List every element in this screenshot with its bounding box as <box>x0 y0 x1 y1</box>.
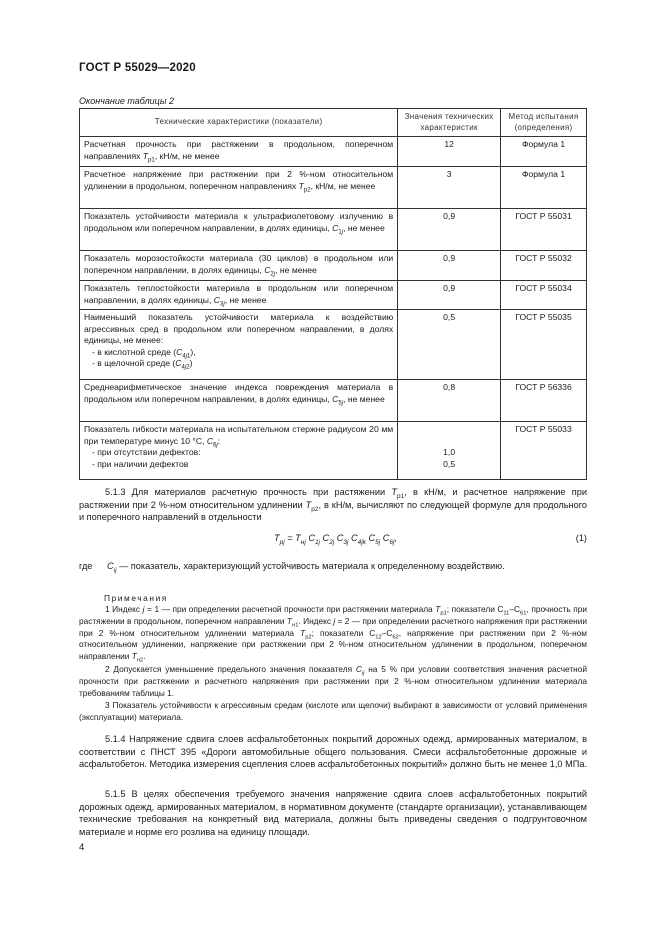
table-row <box>80 137 587 167</box>
method-cell: ГОСТ Р 55033 <box>501 422 587 480</box>
note-2: 2 Допускается уменьшение предельного значения показателя $C_{ij}$ на 5 % при условии соответствия значения расчетной прочности при растяжении и расчетного напряжения при растяжении при 2 %-ном относительном удлинении материала требованиям таблицы 1. <box>79 664 587 698</box>
paragraph-5-1-5: 5.1.5 В целях обеспечения требуемого значения напряжение сдвига слоев асфальтобетонных покрытий дорожных одежд, армированных материалом, в нормативном документе (стандарте организации), устанавливающем технические требования на конкретный вид материала, должны быть приведены сведения о подгрунтовочном материале и норме его розлива на единицу площади. <box>79 789 587 837</box>
characteristic-cell <box>80 422 398 480</box>
formula-expression: $T_{pj} = T_{нj}$ $C_{1j}$ $C_{2j}$ $C_{3j}$ $C_{4jk}$ $C_{5j}$ $C_{6j}$, <box>274 533 397 546</box>
value-cell: 0,9 <box>398 251 501 281</box>
method-cell: Формула 1 <box>501 137 587 167</box>
value-cell: 0,9 <box>398 281 501 310</box>
characteristic-text: Показатель гибкости материала на испытательном стержне радиусом 20 мм при температуре минус 10 °С, $C_{6j}$: <box>84 424 394 449</box>
sub-value-no-defects: 1,0 <box>443 447 456 457</box>
table-row <box>80 310 587 380</box>
characteristic-cell: Показатель морозостойкости материала (30 циклов) в продольном или поперечном направлении, в долях единицы, $C_{2j}$, не менее <box>80 251 398 281</box>
characteristic-cell <box>80 310 398 380</box>
table-row <box>80 422 587 480</box>
paragraph-5-1-3: 5.1.3 Для материалов расчетную прочность при растяжении $T_{p1}$, в кН/м, и расчетное напряжение при растяжении при 2 %-ном относительном удлинении $T_{p2}$, в кН/м, вычисляют по следующей формуле для продольного и поперечного направлений в отдельности <box>79 487 588 522</box>
method-cell: ГОСТ Р 56336 <box>501 380 587 422</box>
note-1: 1 Индекс j = 1 — при определении расчетной прочности при растяжении материала $T_{p1}$; показатели $C_{11}-C_{61}$, прочность при растяжении в продольном, поперечном направлении $T_{н1}$. Индекс j = 2 — при определении расчетного напряжения при растяжении при 2 %-ном относительном удлинении материала $T_{p2}$; показатели $C_{12}-C_{62}$, напряжение при растяжении при 2 %-ном относительном удлинении, напряжение при растяжении при 2 %-ном относительном удлинении в продольном, поперечном направлении $T_{н2}$. <box>79 604 587 664</box>
characteristic-cell: Показатель устойчивости материала к ультрафиолетовому излучению в продольном или поперечном направлении, в долях единицы, $C_{1j}$, не менее <box>80 209 398 251</box>
characteristic-cell: Расчетная прочность при растяжении в продольном, поперечном направлениях $T_{p1}$, кН/м, не менее <box>80 137 398 167</box>
document-title: ГОСТ Р 55029—2020 <box>79 62 196 74</box>
method-cell: ГОСТ Р 55035 <box>501 310 587 380</box>
sub-item-with-defects: - при наличии дефектов <box>92 458 189 469</box>
table-row <box>80 251 587 281</box>
characteristic-text: Наименьший показатель устойчивости материала к воздействию агрессивных сред в продольном или поперечном направлении, в долях единицы, не менее: <box>84 312 394 345</box>
value-cell: 12 <box>398 137 501 167</box>
characteristic-cell: Показатель теплостойкости материала в продольном или поперечном направлении, в долях единицы, $C_{3j}$, не менее <box>80 281 398 310</box>
method-cell: ГОСТ Р 55032 <box>501 251 587 281</box>
column-header-characteristics: Технические характеристики (показатели) <box>80 109 398 137</box>
value-cell: 0,9 <box>398 209 501 251</box>
column-header-values: Значения технических характеристик <box>398 109 501 137</box>
table-row <box>80 167 587 209</box>
value-cell: 3 <box>398 167 501 209</box>
sub-item-alkali: - в щелочной среде $(C_{4j2})$ <box>92 358 193 371</box>
sub-item-acid: - в кислотной среде $(C_{4j1})$, <box>92 346 196 360</box>
table-header-row <box>80 109 587 137</box>
value-cell: 0,8 <box>398 380 501 422</box>
where-text: $C_{ij}$ — показатель, характеризующий устойчивость материала к определенному воздействию. <box>107 561 505 574</box>
method-cell: Формула 1 <box>501 167 587 209</box>
formula-number: (1) <box>575 533 587 543</box>
table-row <box>80 380 587 422</box>
method-cell: ГОСТ Р 55034 <box>501 281 587 310</box>
sub-value-with-defects: 0,5 <box>443 458 456 469</box>
table-row <box>80 209 587 251</box>
paragraph-5-1-4: 5.1.4 Напряжение сдвига слоев асфальтобетонных покрытий дорожных одежд, армированных материалом, в соответствии с ПНСТ 395 «Дороги автомобильные общего пользования. Смеси асфальтобетонные дорожные и асфальтобетон. Методика измерения сцепления слоев асфальтобетонных покрытий» должно быть не менее 1,0 МПа. <box>79 734 588 769</box>
method-cell: ГОСТ Р 55031 <box>501 209 587 251</box>
notes-title: Примечания <box>104 593 168 603</box>
page-number: 4 <box>79 842 85 853</box>
table-caption: Окончание таблицы 2 <box>79 96 174 106</box>
where-label: где <box>79 561 93 571</box>
note-3: 3 Показатель устойчивости к агрессивным средам (кислоте или щелочи) выбирают в зависимости от условий применения (эксплуатации) материала. <box>79 700 587 722</box>
table-row <box>80 281 587 310</box>
value-cell: 0,5 <box>398 310 501 380</box>
value-spacer <box>402 424 496 447</box>
sub-item-no-defects: - при отсутствии дефектов: <box>92 447 201 457</box>
characteristic-cell: Расчетное напряжение при растяжении при 2 %-ном относительном удлинении в продольном, поперечном направлениях $T_{p2}$, кН/м, не менее <box>80 167 398 209</box>
characteristic-cell: Среднеарифметическое значение индекса повреждения материала в продольном или поперечном направлении, в долях единицы, $C_{5j}$, не менее <box>80 380 398 422</box>
column-header-method: Метод испытания (определения) <box>501 109 587 137</box>
value-cell <box>398 422 501 480</box>
specifications-table <box>79 108 587 480</box>
